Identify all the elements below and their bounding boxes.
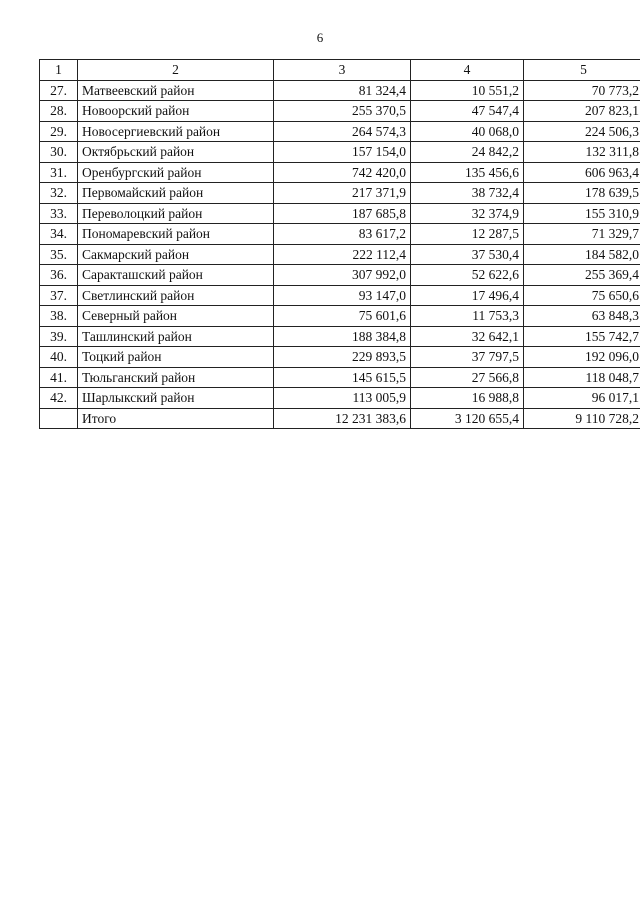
row-number: 29. (40, 121, 78, 142)
row-number: 28. (40, 101, 78, 122)
table-row (40, 142, 640, 163)
table-row (40, 162, 640, 183)
column-5-value: 96 017,1 (524, 388, 640, 409)
district-name: Шарлыкский район (78, 388, 274, 409)
row-number: 38. (40, 306, 78, 327)
table-row (40, 306, 640, 327)
column-5-value: 132 311,8 (524, 142, 640, 163)
column-3-value: 742 420,0 (274, 162, 411, 183)
row-number: 33. (40, 203, 78, 224)
total-row (40, 408, 640, 429)
district-name: Сакмарский район (78, 244, 274, 265)
column-4-value: 24 842,2 (411, 142, 524, 163)
page-number: 6 (316, 30, 324, 45)
table-row (40, 101, 640, 122)
column-3-value: 217 371,9 (274, 183, 411, 204)
header-row (40, 60, 640, 81)
column-3-value: 188 384,8 (274, 326, 411, 347)
column-5-value: 118 048,7 (524, 367, 640, 388)
column-3-value: 264 574,3 (274, 121, 411, 142)
total-row-number (40, 408, 78, 429)
header-cell-1: 1 (40, 60, 78, 81)
row-number: 40. (40, 347, 78, 368)
total-column-5-value: 9 110 728,2 (524, 408, 640, 429)
district-name: Первомайский район (78, 183, 274, 204)
district-name: Пономаревский район (78, 224, 274, 245)
total-column-3-value: 12 231 383,6 (274, 408, 411, 429)
column-3-value: 222 112,4 (274, 244, 411, 265)
row-number: 39. (40, 326, 78, 347)
district-name: Саракташский район (78, 265, 274, 286)
column-4-value: 47 547,4 (411, 101, 524, 122)
header-cell-4: 4 (411, 60, 524, 81)
table-row (40, 121, 640, 142)
column-5-value: 75 650,6 (524, 285, 640, 306)
district-name: Матвеевский район (78, 80, 274, 101)
column-5-value: 155 742,7 (524, 326, 640, 347)
district-name: Переволоцкий район (78, 203, 274, 224)
column-3-value: 229 893,5 (274, 347, 411, 368)
column-5-value: 207 823,1 (524, 101, 640, 122)
district-name: Новосергиевский район (78, 121, 274, 142)
column-5-value: 184 582,0 (524, 244, 640, 265)
column-5-value: 63 848,3 (524, 306, 640, 327)
column-5-value: 70 773,2 (524, 80, 640, 101)
row-number: 42. (40, 388, 78, 409)
row-number: 34. (40, 224, 78, 245)
column-4-value: 37 530,4 (411, 244, 524, 265)
table-row (40, 285, 640, 306)
table-row (40, 367, 640, 388)
row-number: 35. (40, 244, 78, 265)
table-row (40, 388, 640, 409)
district-name: Тюльганский район (78, 367, 274, 388)
column-5-value: 71 329,7 (524, 224, 640, 245)
district-name: Оренбургский район (78, 162, 274, 183)
column-4-value: 52 622,6 (411, 265, 524, 286)
total-column-4-value: 3 120 655,4 (411, 408, 524, 429)
column-3-value: 81 324,4 (274, 80, 411, 101)
column-5-value: 178 639,5 (524, 183, 640, 204)
column-4-value: 135 456,6 (411, 162, 524, 183)
column-5-value: 155 310,9 (524, 203, 640, 224)
column-3-value: 83 617,2 (274, 224, 411, 245)
table-row (40, 326, 640, 347)
table-row (40, 347, 640, 368)
column-5-value: 224 506,3 (524, 121, 640, 142)
district-name: Октябрьский район (78, 142, 274, 163)
district-name: Северный район (78, 306, 274, 327)
district-name: Ташлинский район (78, 326, 274, 347)
row-number: 27. (40, 80, 78, 101)
table-row (40, 80, 640, 101)
column-3-value: 157 154,0 (274, 142, 411, 163)
column-4-value: 10 551,2 (411, 80, 524, 101)
total-label: Итого (78, 408, 274, 429)
row-number: 41. (40, 367, 78, 388)
header-cell-5: 5 (524, 60, 640, 81)
table-row (40, 224, 640, 245)
column-4-value: 27 566,8 (411, 367, 524, 388)
district-name: Тоцкий район (78, 347, 274, 368)
column-4-value: 32 642,1 (411, 326, 524, 347)
column-5-value: 255 369,4 (524, 265, 640, 286)
row-number: 31. (40, 162, 78, 183)
row-number: 37. (40, 285, 78, 306)
column-3-value: 187 685,8 (274, 203, 411, 224)
header-cell-3: 3 (274, 60, 411, 81)
column-3-value: 113 005,9 (274, 388, 411, 409)
column-3-value: 75 601,6 (274, 306, 411, 327)
column-4-value: 11 753,3 (411, 306, 524, 327)
column-5-value: 192 096,0 (524, 347, 640, 368)
header-cell-2: 2 (78, 60, 274, 81)
column-4-value: 40 068,0 (411, 121, 524, 142)
row-number: 32. (40, 183, 78, 204)
district-name: Светлинский район (78, 285, 274, 306)
column-4-value: 37 797,5 (411, 347, 524, 368)
column-3-value: 255 370,5 (274, 101, 411, 122)
column-3-value: 307 992,0 (274, 265, 411, 286)
column-5-value: 606 963,4 (524, 162, 640, 183)
table-row (40, 265, 640, 286)
row-number: 30. (40, 142, 78, 163)
column-4-value: 16 988,8 (411, 388, 524, 409)
table-row (40, 244, 640, 265)
column-3-value: 145 615,5 (274, 367, 411, 388)
data-table (39, 59, 640, 429)
column-4-value: 12 287,5 (411, 224, 524, 245)
column-4-value: 17 496,4 (411, 285, 524, 306)
column-4-value: 32 374,9 (411, 203, 524, 224)
column-3-value: 93 147,0 (274, 285, 411, 306)
table-row (40, 203, 640, 224)
table-row (40, 183, 640, 204)
district-name: Новоорский район (78, 101, 274, 122)
row-number: 36. (40, 265, 78, 286)
column-4-value: 38 732,4 (411, 183, 524, 204)
